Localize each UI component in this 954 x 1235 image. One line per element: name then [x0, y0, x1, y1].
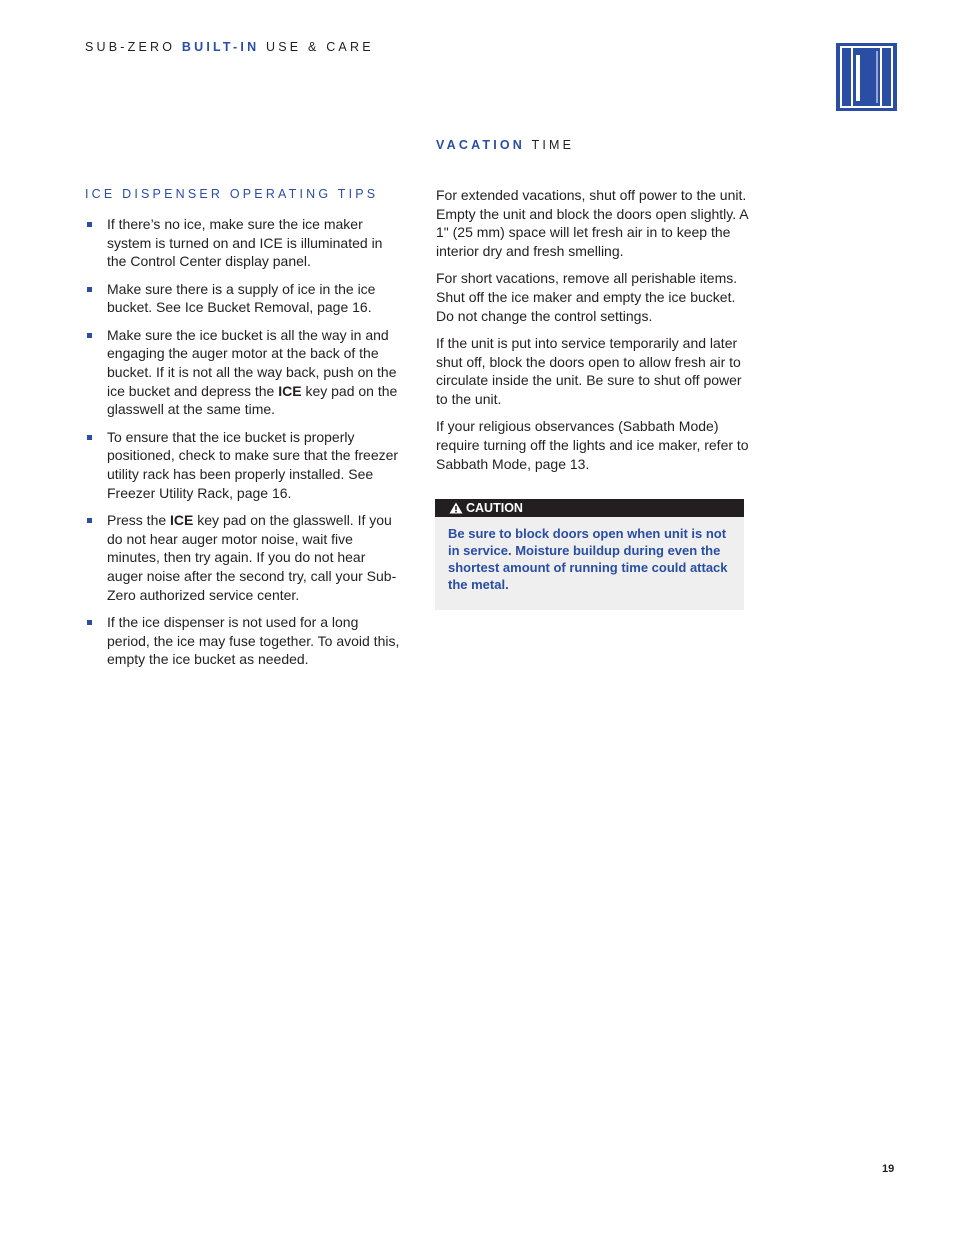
vacation-paragraph: For extended vacations, shut off power to the unit. Empty the unit and block the doors open slightly. A 1" (25 mm) space will let fresh air in to keep the interior dry and fresh smelling. [436, 187, 748, 260]
list-item [85, 280, 405, 317]
list-item [85, 326, 405, 420]
vacation-heading-rest: TIME [531, 138, 575, 152]
header-suffix: USE & CARE [266, 40, 374, 54]
caution-box [435, 499, 744, 610]
bullet-square-icon [87, 333, 92, 338]
document-header [85, 40, 374, 54]
caution-header [435, 499, 744, 517]
list-item-text: To ensure that the ice bucket is properly positioned, check to make sure that the freezer utility rack has been properly installed. See Freezer Utility Rack, page 16. [107, 428, 399, 501]
vacation-time-heading [436, 138, 574, 152]
caution-label: CAUTION [466, 501, 523, 515]
bullet-square-icon [87, 222, 92, 227]
caution-text: Be sure to block doors open when unit is not in service. Moisture buildup during even the shortest amount of running time could attack the metal. [448, 526, 728, 592]
ice-dispenser-heading: ICE DISPENSER OPERATING TIPS [85, 187, 379, 201]
page-number: 19 [882, 1163, 895, 1175]
list-item-text-before: Make sure the ice bucket is all the way in and engaging the auger motor at the back of the bucket. If it is not all the way back, push on the ice bucket and depress the [107, 326, 397, 399]
ice-tips-list [85, 215, 405, 677]
vacation-heading-bold: VACATION [436, 138, 526, 152]
list-item-text-after: key pad on the glasswell at the same time. [107, 382, 398, 418]
bullet-square-icon [87, 620, 92, 625]
warning-triangle-icon [449, 502, 463, 514]
header-model: BUILT-IN [181, 40, 260, 54]
list-item-bold: ICE [278, 382, 302, 399]
built-in-refrigerator-icon [836, 43, 897, 111]
list-item-text: Make sure there is a supply of ice in the ice bucket. See Ice Bucket Removal, page 16. [107, 280, 376, 316]
vacation-paragraph: If your religious observances (Sabbath Mode) require turning off the lights and ice maker, refer to Sabbath Mode, page 13. [436, 418, 749, 472]
list-item [85, 613, 405, 669]
header-brand: SUB-ZERO [85, 40, 176, 54]
list-item-text-after: key pad on the glasswell. If you do not hear auger motor noise, wait five minutes, then try again. If you do not hear auger noise after the second try, call your Sub-Zero authorized service center. [107, 511, 397, 603]
list-item-text: If there’s no ice, make sure the ice maker system is turned on and ICE is illuminated in the Control Center display panel. [107, 216, 383, 270]
bullet-square-icon [87, 287, 92, 292]
list-item-text-before: Press the [107, 511, 171, 528]
list-item-text: If the ice dispenser is not used for a long period, the ice may fuse together. To avoid this, empty the ice bucket as needed. [107, 613, 400, 668]
vacation-paragraph: For short vacations, remove all perishable items. Shut off the ice maker and empty the ice bucket. Do not change the control settings. [436, 270, 738, 324]
bullet-square-icon [87, 518, 92, 523]
list-item [85, 428, 405, 503]
bullet-square-icon [87, 435, 92, 440]
list-item-bold: ICE [170, 511, 194, 528]
vacation-paragraphs [436, 186, 754, 482]
list-item [85, 511, 405, 605]
list-item [85, 215, 405, 271]
vacation-paragraph: If the unit is put into service temporarily and later shut off, block the doors open to allow fresh air to circulate inside the unit. Be sure to shut off power to the unit. [436, 334, 742, 408]
